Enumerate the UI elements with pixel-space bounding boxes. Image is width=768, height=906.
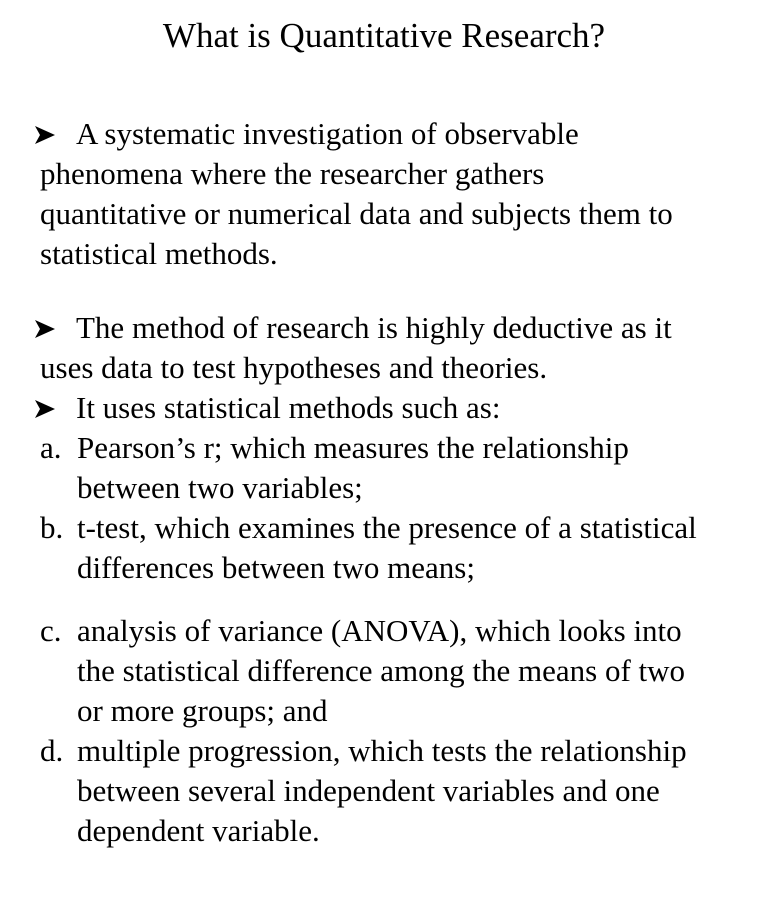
method-line: the statistical difference among the means of two: [77, 653, 686, 688]
bullet-line: uses data to test hypotheses and theories.: [40, 350, 548, 385]
method-line: between several independent variables and one: [77, 773, 660, 808]
method-line: analysis of variance (ANOVA), which looks into: [77, 613, 682, 648]
bullet-line: A systematic investigation of observable: [76, 116, 579, 151]
method-item-anova: [40, 611, 766, 731]
bullet-statistical-methods: [40, 388, 760, 428]
bullet-definition: [40, 114, 760, 274]
list-marker: b.: [40, 510, 64, 545]
method-line: or more groups; and: [77, 693, 328, 728]
bullet-line: phenomena where the researcher gathers: [40, 156, 545, 191]
bullet-line: quantitative or numerical data and subjects them to: [40, 196, 673, 231]
list-marker: d.: [40, 733, 64, 768]
method-line: Pearson’s r; which measures the relationship: [77, 430, 629, 465]
slide-title: What is Quantitative Research?: [162, 16, 606, 55]
method-line: dependent variable.: [77, 813, 320, 848]
method-item-t-test: [40, 508, 766, 588]
method-line: between two variables;: [77, 470, 363, 505]
list-marker: a.: [40, 430, 62, 465]
arrowhead-bullet-icon: [34, 319, 56, 339]
method-item-pearson: [40, 428, 766, 508]
method-line: multiple progression, which tests the relationship: [77, 733, 687, 768]
method-line: differences between two means;: [77, 550, 475, 585]
method-line: t-test, which examines the presence of a statistical: [77, 510, 697, 545]
bullet-line: It uses statistical methods such as:: [76, 390, 501, 425]
bullet-deductive: [40, 308, 760, 388]
arrowhead-bullet-icon: [34, 399, 56, 419]
method-item-multiple-progression: [40, 731, 766, 851]
list-marker: c.: [40, 613, 62, 648]
bullet-line: The method of research is highly deductive as it: [76, 310, 672, 345]
bullet-line: statistical methods.: [40, 236, 278, 271]
arrowhead-bullet-icon: [34, 125, 56, 145]
